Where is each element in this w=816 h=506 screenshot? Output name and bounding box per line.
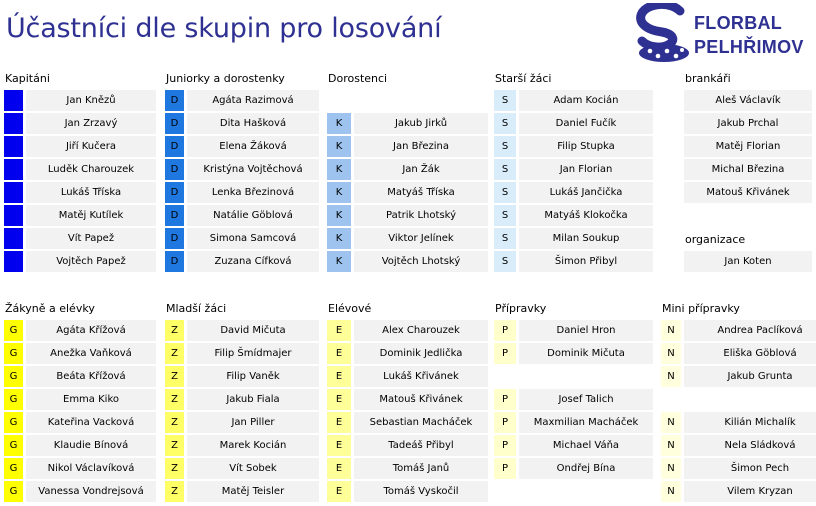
group-badge: P: [494, 412, 516, 433]
participant-name: David Mičuta: [187, 320, 319, 341]
participant-name: Zuzana Cífková: [187, 251, 319, 272]
group-badge: E: [327, 320, 351, 341]
group-badge: K: [327, 251, 351, 272]
participant-name: Šimon Přibyl: [519, 251, 653, 272]
participant-name: Matyáš Klokočka: [519, 205, 653, 226]
participant-name: Aleš Václavík: [684, 90, 812, 111]
group-title: Kapitáni: [5, 72, 50, 85]
participant-name: Kilián Michalík: [684, 412, 816, 433]
logo-line-2: PELHŘIMOV: [694, 37, 804, 57]
group-badge: S: [494, 136, 516, 157]
group-badge: K: [4, 205, 23, 226]
participant-name: Matyáš Tříska: [354, 182, 488, 203]
group-badge: D: [165, 182, 184, 203]
participant-name: Šimon Pech: [684, 458, 816, 479]
group-badge: Z: [165, 366, 184, 387]
participant-name: Emma Kiko: [26, 389, 156, 410]
participant-name: Matouš Křivánek: [354, 389, 488, 410]
participant-name: Jakub Fiala: [187, 389, 319, 410]
participant-name: Kristýna Vojtěchová: [187, 159, 319, 180]
group-badge: Z: [165, 435, 184, 456]
group-badge: D: [165, 136, 184, 157]
participant-name: Nela Sládková: [684, 435, 816, 456]
group-badge: K: [4, 113, 23, 134]
participant-name: Vít Sobek: [187, 458, 319, 479]
participant-name: Nikol Václavíková: [26, 458, 156, 479]
logo-line-1: FLORBAL: [694, 13, 783, 33]
group-badge: D: [165, 90, 184, 111]
participant-name: Tadeáš Přibyl: [354, 435, 488, 456]
group-title: brankáři: [685, 72, 731, 85]
group-badge: K: [327, 159, 351, 180]
participant-name: Agáta Křížová: [26, 320, 156, 341]
participant-name: Vilem Kryzan: [684, 481, 816, 502]
group-badge: Z: [165, 389, 184, 410]
participant-name: Elena Žáková: [187, 136, 319, 157]
participant-name: Kateřina Vacková: [26, 412, 156, 433]
participant-name: Jan Žák: [354, 159, 488, 180]
participant-name: Vojtěch Papež: [26, 251, 156, 272]
group-title: Žákyně a elévky: [5, 302, 95, 315]
participant-name: Jakub Jirků: [354, 113, 488, 134]
participant-name: Jan Zrzavý: [26, 113, 156, 134]
participant-name: Michal Březina: [684, 159, 812, 180]
participant-name: Dominik Mičuta: [519, 343, 653, 364]
group-badge: K: [4, 136, 23, 157]
group-badge: E: [327, 343, 351, 364]
group-badge: D: [165, 205, 184, 226]
group-badge: G: [4, 389, 23, 410]
group-badge: Z: [165, 412, 184, 433]
group-badge: N: [661, 481, 681, 502]
group-badge: G: [4, 320, 23, 341]
group-badge: Z: [165, 320, 184, 341]
group-badge: K: [4, 228, 23, 249]
group-badge: E: [327, 412, 351, 433]
group-badge: G: [4, 366, 23, 387]
participant-name: Filip Vaněk: [187, 366, 319, 387]
participant-name: Vojtěch Lhotský: [354, 251, 488, 272]
group-badge: N: [661, 366, 681, 387]
participant-name: Maxmilian Macháček: [519, 412, 653, 433]
group-badge: S: [494, 90, 516, 111]
participant-name: Jan Knězů: [26, 90, 156, 111]
participant-name: Matouš Křivánek: [684, 182, 812, 203]
group-badge: K: [4, 159, 23, 180]
group-title: Elévové: [328, 302, 372, 315]
participant-name: Dita Hašková: [187, 113, 319, 134]
group-badge: N: [661, 435, 681, 456]
florbal-logo-icon: [636, 3, 692, 65]
participant-name: Filip Šmídmajer: [187, 343, 319, 364]
group-badge: G: [4, 412, 23, 433]
group-badge: K: [327, 205, 351, 226]
participant-name: Vít Papež: [26, 228, 156, 249]
group-badge: N: [661, 412, 681, 433]
group-badge: S: [494, 228, 516, 249]
group-badge: D: [165, 159, 184, 180]
participant-name: Eliška Göblová: [684, 343, 816, 364]
participant-name: Lenka Březinová: [187, 182, 319, 203]
group-badge: E: [327, 389, 351, 410]
group-badge: P: [494, 320, 516, 341]
group-badge: K: [4, 182, 23, 203]
group-badge: S: [494, 251, 516, 272]
group-badge: D: [165, 251, 184, 272]
page-title: Účastníci dle skupin pro losování: [6, 13, 442, 44]
participant-name: Ondřej Bína: [519, 458, 653, 479]
participant-name: Viktor Jelínek: [354, 228, 488, 249]
group-badge: K: [327, 228, 351, 249]
participant-name: Jakub Prchal: [684, 113, 812, 134]
group-badge: N: [661, 320, 681, 341]
group-badge: N: [661, 343, 681, 364]
participant-name: Matěj Kutílek: [26, 205, 156, 226]
participant-name: Beáta Křížová: [26, 366, 156, 387]
group-badge: D: [165, 113, 184, 134]
group-badge: K: [327, 113, 351, 134]
group-badge: K: [327, 136, 351, 157]
participant-name: Klaudie Bínová: [26, 435, 156, 456]
group-badge: P: [494, 343, 516, 364]
group-badge: Z: [165, 481, 184, 502]
participant-name: Vanessa Vondrejsová: [26, 481, 156, 502]
group-badge: G: [4, 343, 23, 364]
group-badge: Z: [165, 458, 184, 479]
participant-name: Daniel Hron: [519, 320, 653, 341]
participant-name: Jan Piller: [187, 412, 319, 433]
participant-name: Jakub Grunta: [684, 366, 816, 387]
group-badge: G: [4, 435, 23, 456]
group-badge: K: [4, 90, 23, 111]
group-badge: P: [494, 389, 516, 410]
group-badge: S: [494, 205, 516, 226]
participant-name: Filip Stupka: [519, 136, 653, 157]
group-badge: E: [327, 458, 351, 479]
club-logo: [636, 3, 806, 67]
group-badge: E: [327, 481, 351, 502]
participant-name: Matěj Florian: [684, 136, 812, 157]
group-badge: D: [165, 228, 184, 249]
participant-name: Alex Charouzek: [354, 320, 488, 341]
group-badge: Z: [165, 343, 184, 364]
group-title: Přípravky: [495, 302, 547, 315]
participant-name: Natálie Göblová: [187, 205, 319, 226]
participant-name: Adam Kocián: [519, 90, 653, 111]
group-badge: G: [4, 481, 23, 502]
group-badge: P: [494, 458, 516, 479]
participant-name: Lukáš Jančička: [519, 182, 653, 203]
group-badge: S: [494, 159, 516, 180]
participant-name: Anežka Vaňková: [26, 343, 156, 364]
participant-name: Jan Březina: [354, 136, 488, 157]
group-badge: G: [4, 458, 23, 479]
participant-name: Sebastian Macháček: [354, 412, 488, 433]
participant-name: Milan Soukup: [519, 228, 653, 249]
participant-name: Patrik Lhotský: [354, 205, 488, 226]
group-title: organizace: [685, 233, 746, 246]
participant-name: Luděk Charouzek: [26, 159, 156, 180]
participant-name: Marek Kocián: [187, 435, 319, 456]
participant-name: Tomáš Janů: [354, 458, 488, 479]
participant-name: Agáta Razimová: [187, 90, 319, 111]
group-badge: E: [327, 366, 351, 387]
group-title: Juniorky a dorostenky: [166, 72, 285, 85]
participant-name: Jan Koten: [684, 251, 812, 272]
group-badge: N: [661, 458, 681, 479]
group-badge: K: [4, 251, 23, 272]
participant-name: Andrea Paclíková: [684, 320, 816, 341]
participant-name: Simona Samcová: [187, 228, 319, 249]
participant-name: Jiří Kučera: [26, 136, 156, 157]
group-title: Dorostenci: [328, 72, 388, 85]
participant-name: Daniel Fučík: [519, 113, 653, 134]
participant-name: Lukáš Křivánek: [354, 366, 488, 387]
participant-name: Jan Florian: [519, 159, 653, 180]
group-badge: S: [494, 113, 516, 134]
participant-name: Josef Talich: [519, 389, 653, 410]
participant-name: Dominik Jedlička: [354, 343, 488, 364]
participant-name: Michael Váňa: [519, 435, 653, 456]
participant-name: Lukáš Tříska: [26, 182, 156, 203]
group-badge: S: [494, 182, 516, 203]
group-title: Mini přípravky: [662, 302, 740, 315]
group-badge: K: [327, 182, 351, 203]
group-title: Starší žáci: [495, 72, 552, 85]
group-title: Mladší žáci: [166, 302, 227, 315]
group-badge: P: [494, 435, 516, 456]
participant-name: Tomáš Vyskočil: [354, 481, 488, 502]
participant-name: Matěj Teisler: [187, 481, 319, 502]
group-badge: E: [327, 435, 351, 456]
